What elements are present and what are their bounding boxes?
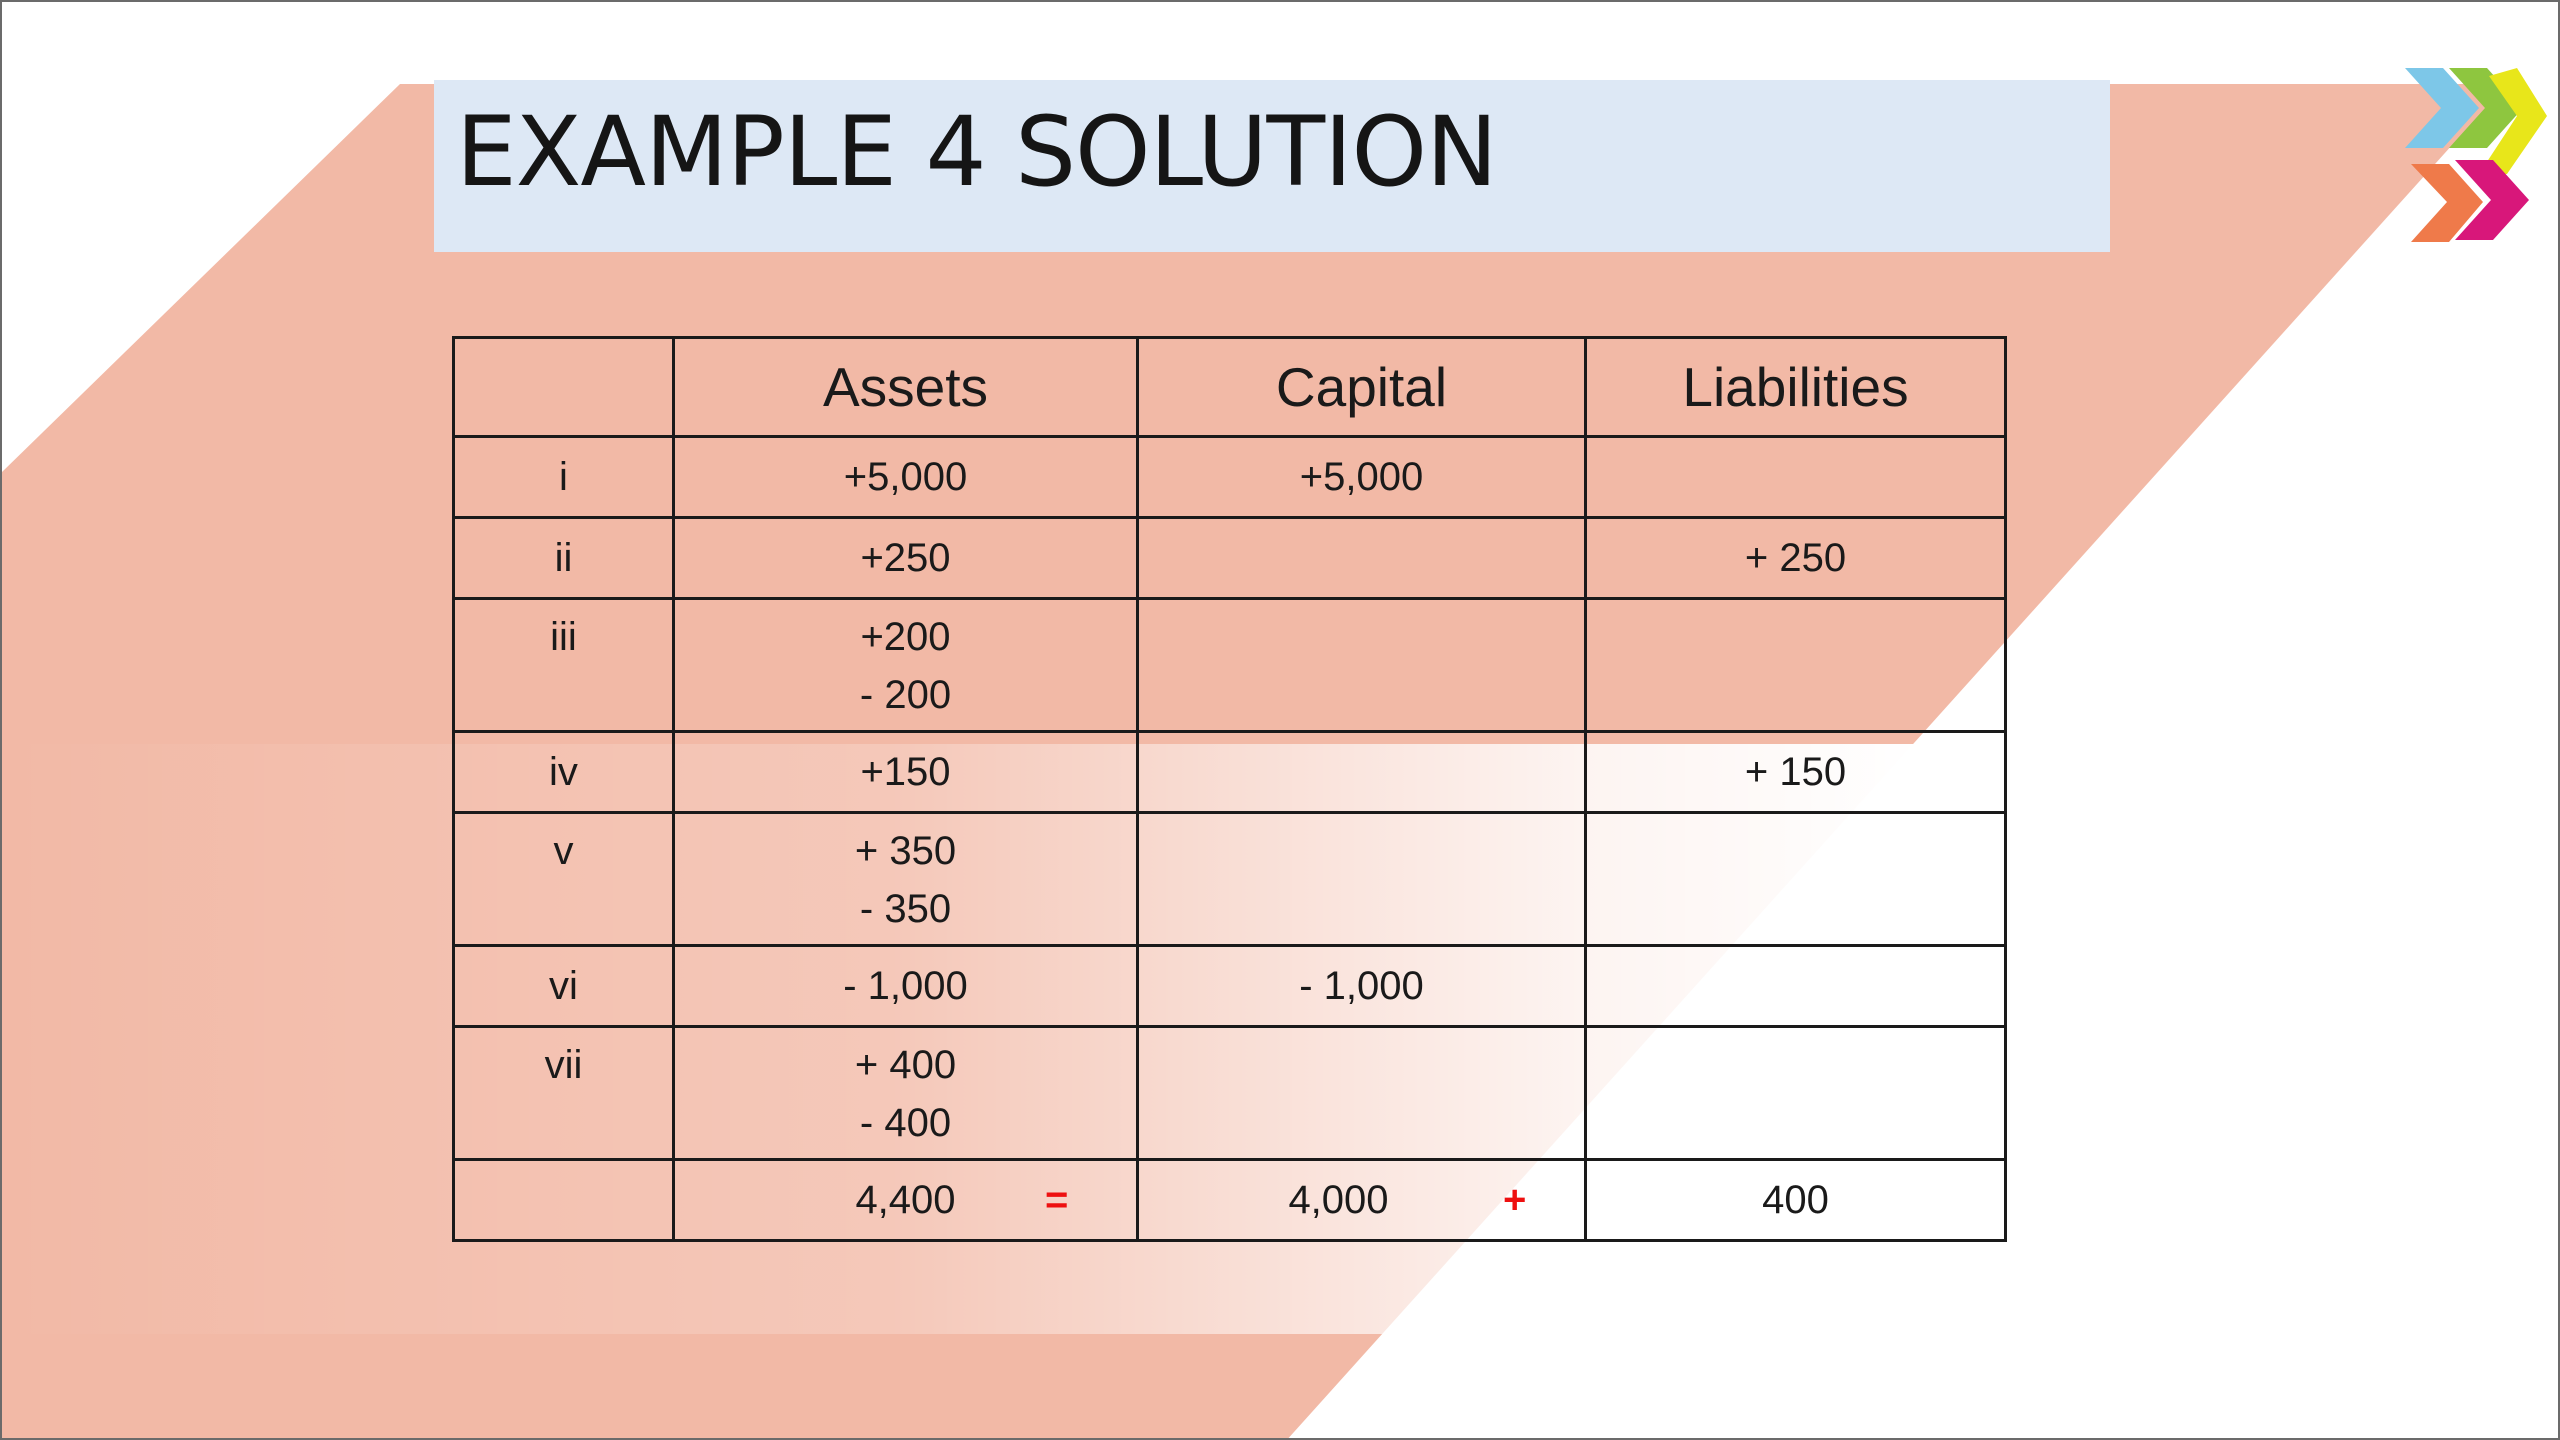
- row-label: vii: [454, 1027, 674, 1160]
- assets-cell: +250: [674, 518, 1138, 599]
- liabilities-cell: + 250: [1586, 518, 2006, 599]
- title-bar: [434, 80, 2110, 252]
- assets-cell: + 350 - 350: [674, 813, 1138, 946]
- table-row: [454, 1027, 2006, 1160]
- header-blank: [454, 338, 674, 437]
- totals-capital-cell: [1138, 1160, 1586, 1241]
- liabilities-cell: [1586, 599, 2006, 732]
- table-row: [454, 813, 2006, 946]
- row-label: ii: [454, 518, 674, 599]
- solution-table: [452, 336, 2007, 1242]
- liabilities-cell: [1586, 437, 2006, 518]
- table-row: [454, 732, 2006, 813]
- header-liabilities: Liabilities: [1586, 338, 2006, 437]
- plus-sign: +: [1503, 1178, 1527, 1222]
- totals-liabilities-cell: [1586, 1160, 2006, 1241]
- totals-label-cell: [454, 1160, 674, 1241]
- assets-cell: - 1,000: [674, 946, 1138, 1027]
- assets-cell: +5,000: [674, 437, 1138, 518]
- capital-cell: [1138, 732, 1586, 813]
- row-label: v: [454, 813, 674, 946]
- assets-cell: +200 - 200: [674, 599, 1138, 732]
- row-label: i: [454, 437, 674, 518]
- equals-sign: =: [1045, 1178, 1069, 1222]
- row-label: vi: [454, 946, 674, 1027]
- total-liabilities-value: 400: [1762, 1178, 1829, 1222]
- slide-title: EXAMPLE 4 SOLUTION: [456, 96, 1497, 208]
- liabilities-cell: [1586, 813, 2006, 946]
- table-row: [454, 437, 2006, 518]
- capital-cell: [1138, 813, 1586, 946]
- liabilities-cell: + 150: [1586, 732, 2006, 813]
- capital-cell: [1138, 1027, 1586, 1160]
- liabilities-cell: [1586, 1027, 2006, 1160]
- header-assets: Assets: [674, 338, 1138, 437]
- assets-cell: +150: [674, 732, 1138, 813]
- table-row: [454, 599, 2006, 732]
- table-row: [454, 946, 2006, 1027]
- total-assets-value: 4,400: [855, 1178, 956, 1222]
- chevron-logo-icon: [2357, 64, 2547, 284]
- row-label: iii: [454, 599, 674, 732]
- totals-row: [454, 1160, 2006, 1241]
- totals-assets-cell: [674, 1160, 1138, 1241]
- liabilities-cell: [1586, 946, 2006, 1027]
- capital-cell: [1138, 599, 1586, 732]
- capital-cell: - 1,000: [1138, 946, 1586, 1027]
- table-header-row: [454, 338, 2006, 437]
- capital-cell: +5,000: [1138, 437, 1586, 518]
- table-row: [454, 518, 2006, 599]
- row-label: iv: [454, 732, 674, 813]
- total-capital-value: 4,000: [1288, 1178, 1389, 1222]
- assets-cell: + 400 - 400: [674, 1027, 1138, 1160]
- capital-cell: [1138, 518, 1586, 599]
- header-capital: Capital: [1138, 338, 1586, 437]
